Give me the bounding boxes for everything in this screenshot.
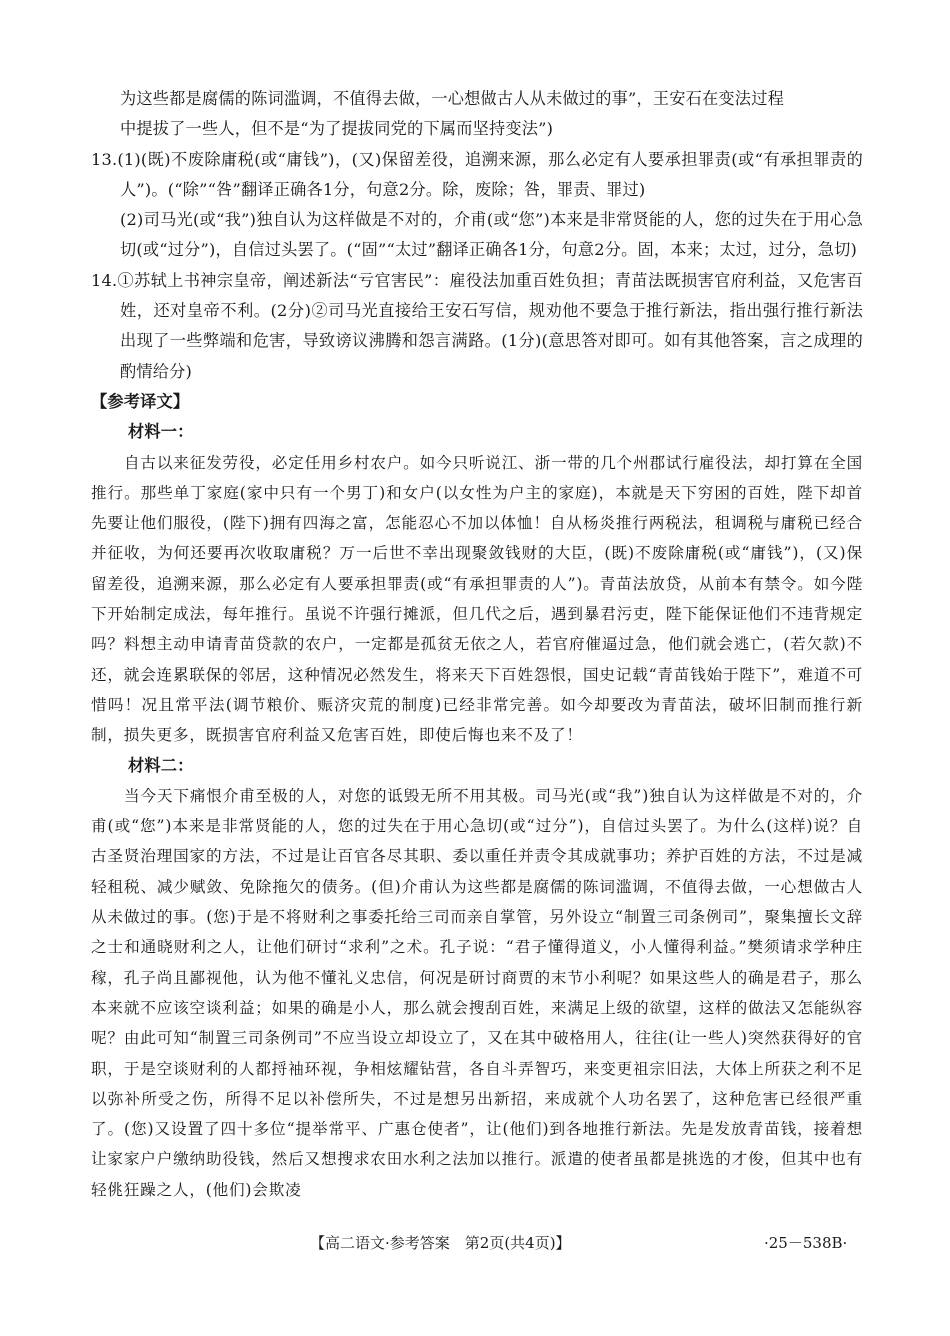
answer-content [91,84,863,1205]
section-heading: 【参考译文】 [91,391,190,411]
material-1-translation: 自古以来征发劳役，必定任用乡村农户。如今只听说江、浙一带的几个州郡试行雇役法，却打算在全国推行。那些单丁家庭(家中只有一个男丁)和女户(以女性为户主的家庭)，本就是天下穷困的百姓，陛下却首先要让他们服役，(陛下)拥有四海之富，怎能忍心不加以体恤！自从杨炎推行两税法，租调税与庸税已经合并征收，为何还要再次收取庸税？万一后世不幸出现聚敛钱财的大臣，(既)不废除庸税(或“庸钱”)，(又)保留差役，追溯来源，那么必定有人要承担罪责(或“有承担罪责的人”)。青苗法放贷，从前本有禁令。如今陛下开始制定成法，每年推行。虽说不许强行摊派，但几代之后，遇到暴君污吏，陛下能保证他们不违背规定吗？料想主动申请青苗贷款的农户，一定都是孤贫无依之人，若官府催逼过急，他们就会逃亡，(若欠款)不还，就会连累联保的邻居，这种情况必然发生，将来天下百姓怨恨，国史记载“青苗钱始于陛下”，难道不可惜吗！况且常平法(调节粮价、赈济灾荒的制度)已经非常完善。如今却要改为青苗法，破坏旧制而推行新制，损失更多，既损害官府利益又危害百姓，即使后悔也来不及了！ [91,453,863,745]
answer-13-part-2: (2)司马光(或“我”)独自认为这样做是不对的，介甫(或“您”)本来是非常贤能的人，您的过失在于用心急切(或“过分”)，自信过头罢了。(“固”“太过”翻译正确各1分，句意2分。固，本来；太过，过分，急切) [120,210,863,260]
footer-page-info: 【高二语文·参考答案 第2页(共4页)】 [310,1234,571,1252]
continued-answer-line-2: 中提拔了一些人，但不是“为了提拔同党的下属而坚持变法”) [120,119,554,139]
material-2-label: 材料二： [128,755,194,775]
answer-13-part-1: 13.(1)(既)不废除庸税(或“庸钱”)，(又)保留差役，追溯来源，那么必定有人要承担罪责(或“有承担罪责的人”)。(“除”“咎”翻译正确各1分，句意2分。除，废除；咎，罪责、罪过) [91,149,863,199]
page-footer [0,1232,950,1256]
material-2-translation: 当今天下痛恨介甫至极的人，对您的诋毁无所不用其极。司马光(或“我”)独自认为这样做是不对的，介甫(或“您”)本来是非常贤能的人，您的过失在于用心急切(或“过分”)，自信过头罢了。为什么(这样)说？自古圣贤治理国家的方法，不过是让百官各尽其职、委以重任并责令其成就事功；养护百姓的方法，不过是减轻租税、减少赋敛、免除拖欠的债务。(但)介甫认为这些都是腐儒的陈词滥调，不值得去做，一心想做古人从未做过的事。(您)于是不将财利之事委托给三司而亲自掌管，另外设立“制置三司条例司”，聚集擅长文辞之士和通晓财利之人，让他们研讨“求利”之术。孔子说：“君子懂得道义，小人懂得利益。”樊须请求学种庄稼，孔子尚且鄙视他，认为他不懂礼义忠信，何况是研讨商贾的末节小利呢？如果这些人的确是君子，那么本来就不应该空谈利益；如果的确是小人，那么就会搜刮百姓，来满足上级的欲望，这样的做法又怎能纵容呢？由此可知“制置三司条例司”不应当设立却设立了，又在其中破格用人，往往(让一些人)突然获得好的官职，于是空谈财利的人都捋袖环视，争相炫耀钻营，各自斗弄智巧，来变更祖宗旧法，大体上所获之利不足以弥补所受之伤，所得不足以补偿所失，不过是想另出新招，来成就个人功名罢了，这种危害已经很严重了。(您)又设置了四十多位“提举常平、广惠仓使者”，让(他们)到各地推行新法。先是发放青苗钱，接着想让家家户户缴纳助役钱，然后又想搜求农田水利之法加以推行。派遣的使者虽都是挑选的才俊，但其中也有轻佻狂躁之人，(他们)会欺凌 [91,786,863,1199]
answer-14: 14.①苏轼上书神宗皇帝，阐述新法“亏官害民”：雇役法加重百姓负担；青苗法既损害官府利益，又危害百姓，还对皇帝不利。(2分)②司马光直接给王安石写信，规劝他不要急于推行新法，指出强行推行新法出现了一些弊端和危害，导致谤议沸腾和怨言满路。(1分)(意思答对即可。如有其他答案，言之成理的酌情给分) [91,270,863,381]
footer-code: ·25－538B· [764,1234,848,1252]
material-1-label: 材料一： [128,422,194,442]
continued-answer-line-1: 为这些都是腐儒的陈词滥调，不值得去做，一心想做古人从未做过的事”，王安石在变法过程 [120,89,784,108]
